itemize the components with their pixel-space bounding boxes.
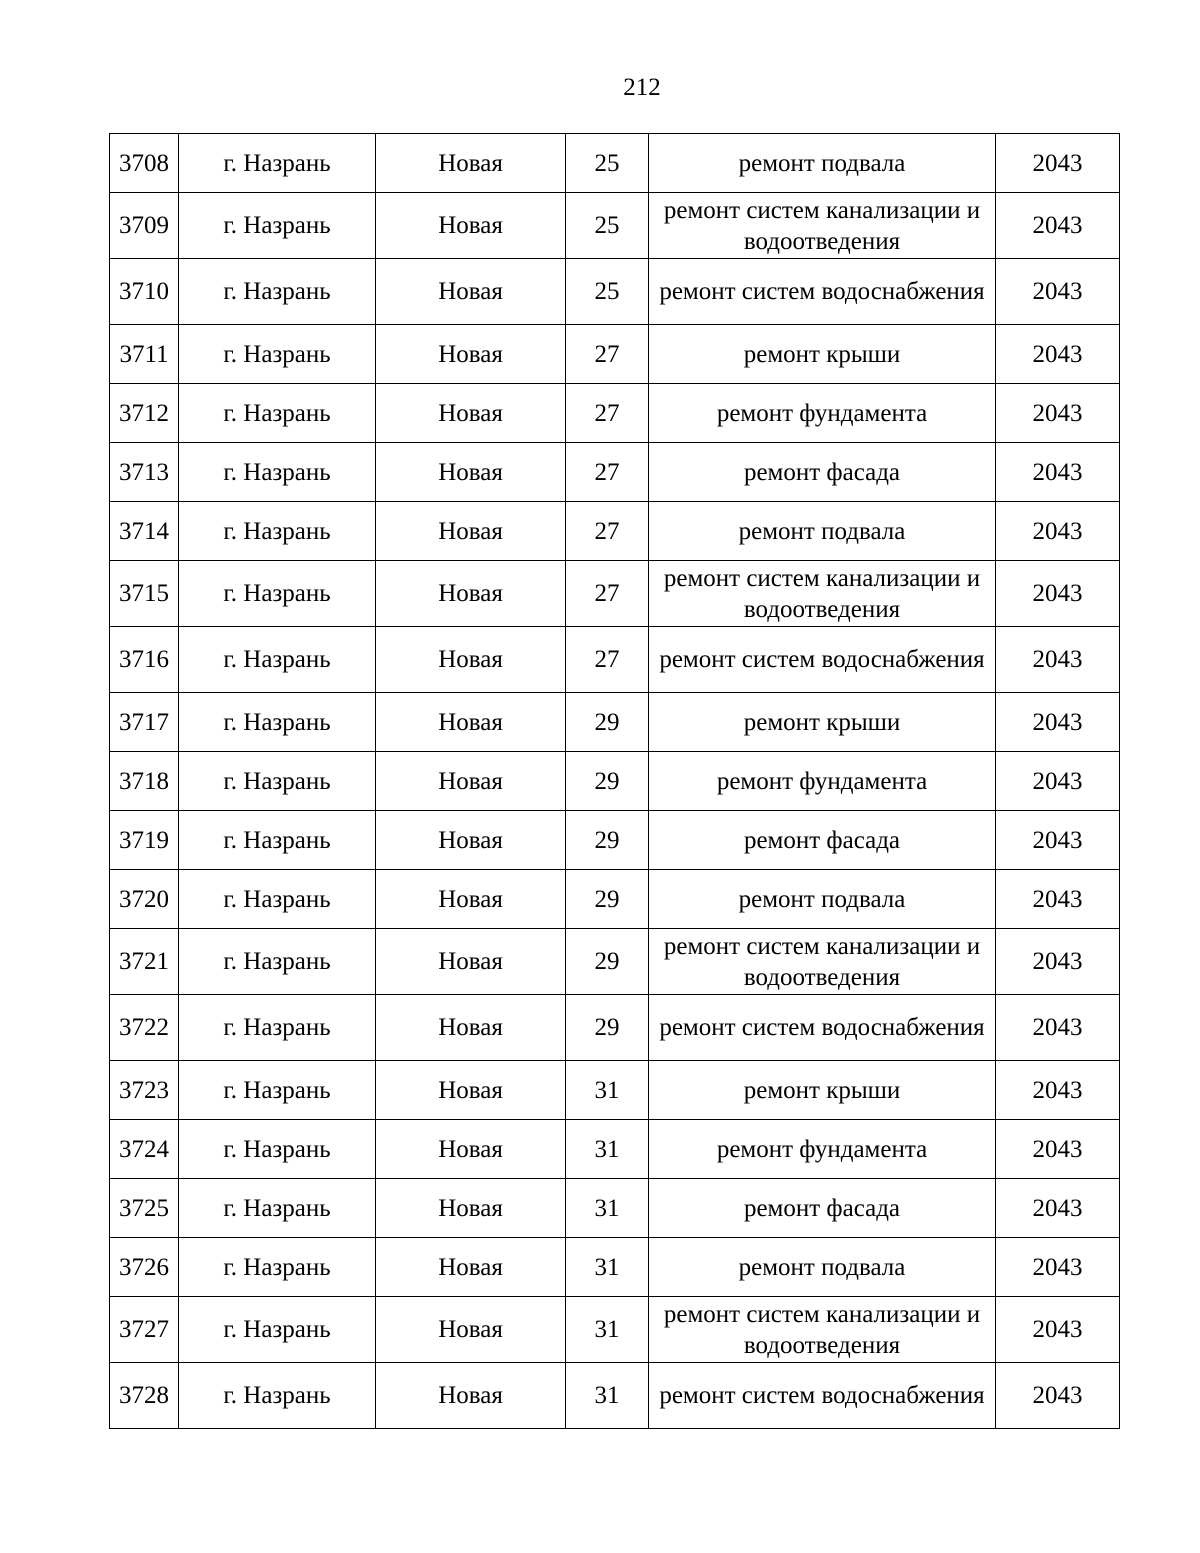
street-cell: Новая <box>376 502 566 561</box>
street-cell: Новая <box>376 384 566 443</box>
street-cell: Новая <box>376 1120 566 1179</box>
year-cell: 2043 <box>996 1363 1120 1429</box>
street-cell: Новая <box>376 1363 566 1429</box>
table-row <box>110 259 1120 325</box>
street-cell: Новая <box>376 1179 566 1238</box>
table-row <box>110 995 1120 1061</box>
work-type-cell: ремонт крыши <box>649 693 996 752</box>
street-cell: Новая <box>376 627 566 693</box>
city-cell: г. Назрань <box>179 1363 376 1429</box>
city-cell: г. Назрань <box>179 1238 376 1297</box>
work-type-cell: ремонт систем водоснабжения <box>649 995 996 1061</box>
table-row <box>110 870 1120 929</box>
city-cell: г. Назрань <box>179 134 376 193</box>
table-row <box>110 693 1120 752</box>
table-row <box>110 929 1120 995</box>
street-cell: Новая <box>376 193 566 259</box>
work-type-cell: ремонт систем канализации и водоотведения <box>649 1297 996 1363</box>
work-type-cell: ремонт систем водоснабжения <box>649 627 996 693</box>
row-number-cell: 3728 <box>110 1363 179 1429</box>
house-number-cell: 27 <box>566 384 649 443</box>
house-number-cell: 29 <box>566 929 649 995</box>
table-row <box>110 502 1120 561</box>
row-number-cell: 3717 <box>110 693 179 752</box>
year-cell: 2043 <box>996 752 1120 811</box>
year-cell: 2043 <box>996 1297 1120 1363</box>
repair-schedule-table <box>109 133 1120 1429</box>
work-type-cell: ремонт крыши <box>649 325 996 384</box>
house-number-cell: 27 <box>566 561 649 627</box>
row-number-cell: 3715 <box>110 561 179 627</box>
city-cell: г. Назрань <box>179 561 376 627</box>
house-number-cell: 25 <box>566 259 649 325</box>
city-cell: г. Назрань <box>179 384 376 443</box>
house-number-cell: 25 <box>566 134 649 193</box>
work-type-cell: ремонт систем канализации и водоотведения <box>649 561 996 627</box>
city-cell: г. Назрань <box>179 1179 376 1238</box>
table-row <box>110 1238 1120 1297</box>
house-number-cell: 27 <box>566 627 649 693</box>
work-type-cell: ремонт подвала <box>649 1238 996 1297</box>
table-row <box>110 811 1120 870</box>
table-row <box>110 1179 1120 1238</box>
work-type-cell: ремонт подвала <box>649 870 996 929</box>
work-type-cell: ремонт систем канализации и водоотведения <box>649 929 996 995</box>
work-type-cell: ремонт фундамента <box>649 1120 996 1179</box>
street-cell: Новая <box>376 693 566 752</box>
house-number-cell: 31 <box>566 1179 649 1238</box>
street-cell: Новая <box>376 1297 566 1363</box>
street-cell: Новая <box>376 752 566 811</box>
row-number-cell: 3719 <box>110 811 179 870</box>
house-number-cell: 29 <box>566 752 649 811</box>
table-row <box>110 1120 1120 1179</box>
city-cell: г. Назрань <box>179 1297 376 1363</box>
row-number-cell: 3712 <box>110 384 179 443</box>
year-cell: 2043 <box>996 134 1120 193</box>
row-number-cell: 3725 <box>110 1179 179 1238</box>
table-row <box>110 443 1120 502</box>
row-number-cell: 3727 <box>110 1297 179 1363</box>
year-cell: 2043 <box>996 443 1120 502</box>
work-type-cell: ремонт фундамента <box>649 752 996 811</box>
table-row <box>110 193 1120 259</box>
year-cell: 2043 <box>996 811 1120 870</box>
work-type-cell: ремонт подвала <box>649 502 996 561</box>
house-number-cell: 29 <box>566 811 649 870</box>
work-type-cell: ремонт систем канализации и водоотведения <box>649 193 996 259</box>
city-cell: г. Назрань <box>179 1061 376 1120</box>
city-cell: г. Назрань <box>179 693 376 752</box>
street-cell: Новая <box>376 443 566 502</box>
work-type-cell: ремонт систем водоснабжения <box>649 259 996 325</box>
street-cell: Новая <box>376 561 566 627</box>
city-cell: г. Назрань <box>179 627 376 693</box>
table-row <box>110 561 1120 627</box>
year-cell: 2043 <box>996 502 1120 561</box>
work-type-cell: ремонт фасада <box>649 811 996 870</box>
table-row <box>110 1363 1120 1429</box>
row-number-cell: 3723 <box>110 1061 179 1120</box>
house-number-cell: 27 <box>566 325 649 384</box>
street-cell: Новая <box>376 259 566 325</box>
row-number-cell: 3711 <box>110 325 179 384</box>
row-number-cell: 3722 <box>110 995 179 1061</box>
house-number-cell: 29 <box>566 995 649 1061</box>
row-number-cell: 3708 <box>110 134 179 193</box>
year-cell: 2043 <box>996 325 1120 384</box>
work-type-cell: ремонт крыши <box>649 1061 996 1120</box>
year-cell: 2043 <box>996 1120 1120 1179</box>
row-number-cell: 3720 <box>110 870 179 929</box>
city-cell: г. Назрань <box>179 752 376 811</box>
row-number-cell: 3721 <box>110 929 179 995</box>
city-cell: г. Назрань <box>179 193 376 259</box>
row-number-cell: 3710 <box>110 259 179 325</box>
city-cell: г. Назрань <box>179 502 376 561</box>
street-cell: Новая <box>376 1238 566 1297</box>
table-row <box>110 325 1120 384</box>
house-number-cell: 31 <box>566 1238 649 1297</box>
row-number-cell: 3726 <box>110 1238 179 1297</box>
row-number-cell: 3716 <box>110 627 179 693</box>
table-row <box>110 134 1120 193</box>
city-cell: г. Назрань <box>179 325 376 384</box>
house-number-cell: 31 <box>566 1061 649 1120</box>
street-cell: Новая <box>376 929 566 995</box>
year-cell: 2043 <box>996 259 1120 325</box>
street-cell: Новая <box>376 325 566 384</box>
row-number-cell: 3724 <box>110 1120 179 1179</box>
table-row <box>110 1297 1120 1363</box>
street-cell: Новая <box>376 811 566 870</box>
house-number-cell: 25 <box>566 193 649 259</box>
year-cell: 2043 <box>996 561 1120 627</box>
row-number-cell: 3713 <box>110 443 179 502</box>
house-number-cell: 29 <box>566 693 649 752</box>
city-cell: г. Назрань <box>179 443 376 502</box>
house-number-cell: 31 <box>566 1120 649 1179</box>
row-number-cell: 3709 <box>110 193 179 259</box>
work-type-cell: ремонт фундамента <box>649 384 996 443</box>
street-cell: Новая <box>376 995 566 1061</box>
year-cell: 2043 <box>996 929 1120 995</box>
year-cell: 2043 <box>996 995 1120 1061</box>
city-cell: г. Назрань <box>179 1120 376 1179</box>
table-row <box>110 627 1120 693</box>
page-number: 212 <box>623 74 661 101</box>
house-number-cell: 31 <box>566 1363 649 1429</box>
work-type-cell: ремонт систем водоснабжения <box>649 1363 996 1429</box>
house-number-cell: 31 <box>566 1297 649 1363</box>
street-cell: Новая <box>376 870 566 929</box>
city-cell: г. Назрань <box>179 929 376 995</box>
row-number-cell: 3718 <box>110 752 179 811</box>
table-row <box>110 1061 1120 1120</box>
year-cell: 2043 <box>996 627 1120 693</box>
city-cell: г. Назрань <box>179 259 376 325</box>
table-row <box>110 384 1120 443</box>
work-type-cell: ремонт фасада <box>649 443 996 502</box>
street-cell: Новая <box>376 1061 566 1120</box>
year-cell: 2043 <box>996 193 1120 259</box>
street-cell: Новая <box>376 134 566 193</box>
year-cell: 2043 <box>996 1179 1120 1238</box>
table-body <box>110 134 1120 1429</box>
city-cell: г. Назрань <box>179 811 376 870</box>
year-cell: 2043 <box>996 1061 1120 1120</box>
house-number-cell: 29 <box>566 870 649 929</box>
city-cell: г. Назрань <box>179 995 376 1061</box>
year-cell: 2043 <box>996 693 1120 752</box>
city-cell: г. Назрань <box>179 870 376 929</box>
year-cell: 2043 <box>996 1238 1120 1297</box>
table-row <box>110 752 1120 811</box>
work-type-cell: ремонт подвала <box>649 134 996 193</box>
year-cell: 2043 <box>996 870 1120 929</box>
year-cell: 2043 <box>996 384 1120 443</box>
work-type-cell: ремонт фасада <box>649 1179 996 1238</box>
house-number-cell: 27 <box>566 502 649 561</box>
house-number-cell: 27 <box>566 443 649 502</box>
row-number-cell: 3714 <box>110 502 179 561</box>
